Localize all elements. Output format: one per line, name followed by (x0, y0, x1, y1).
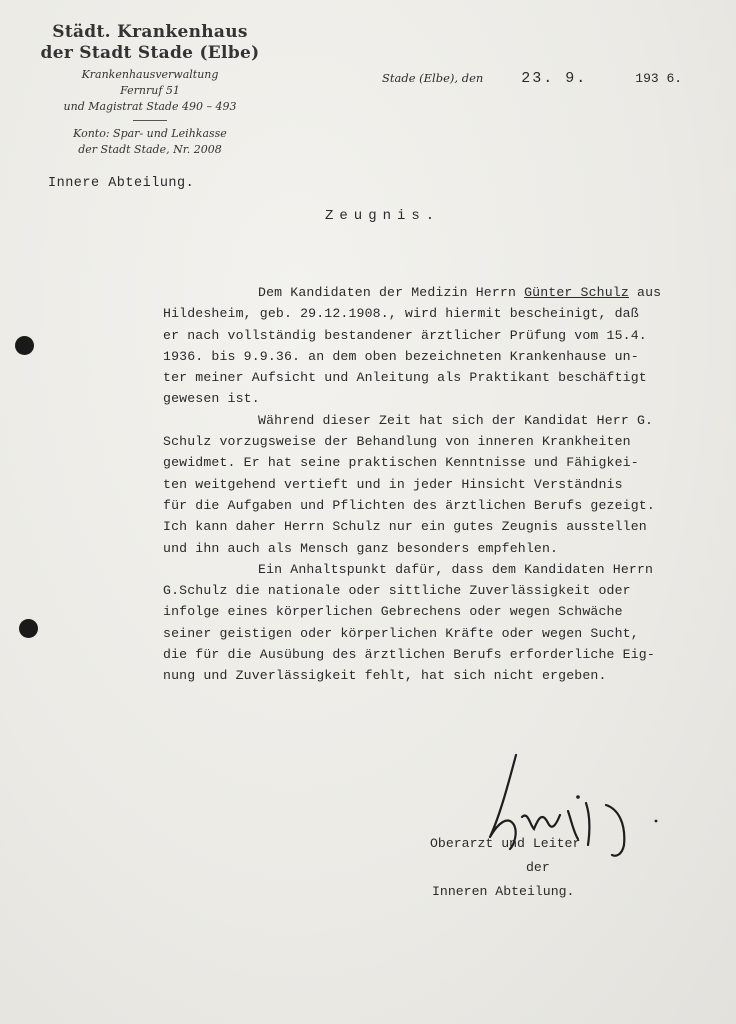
year-value: 193 6. (635, 71, 683, 86)
paragraph-1-line-1a: Dem Kandidaten der Medizin Herrn (258, 285, 525, 300)
paragraph-1 (163, 282, 733, 410)
letterhead-account: Konto: Spar- und Leihkasse (73, 127, 227, 140)
document-title: Zeugnis. (325, 208, 441, 224)
letterhead-divider (133, 120, 167, 121)
paragraph-1-line-4: 1936. bis 9.9.36. an dem oben bezeichneten Krankenhause un- (163, 348, 639, 364)
place-label: Stade (Elbe), den (382, 71, 484, 85)
paragraph-1-line-3: er nach vollständig bestandener ärztlicher Prüfung vom 15.4. (163, 327, 647, 343)
letterhead-magistrat: und Magistrat Stade 490 – 493 (63, 100, 237, 113)
paragraph-2 (163, 410, 733, 559)
letterhead-city: der Stadt Stade (Elbe) (40, 43, 260, 63)
paragraph-1-line-6: gewesen ist. (163, 391, 260, 407)
paragraph-3-line-1: Ein Anhaltspunkt dafür, dass dem Kandidaten Herrn (258, 561, 654, 577)
paragraph-1-line-1b: aus (628, 285, 662, 300)
paragraph-3-line-5: die für die Ausübung des ärztlichen Berufs erforderliche Eig- (163, 647, 655, 663)
paragraph-3-line-3: infolge eines körperlichen Gebrechens oder wegen Schwäche (163, 604, 623, 620)
paragraph-3-line-2: G.Schulz die nationale oder sittliche Zuverlässigkeit oder (163, 583, 631, 599)
paragraph-3-line-6: nung und Zuverlässigkeit fehlt, hat sich nicht ergeben. (163, 668, 607, 684)
paragraph-2-line-6: Ich kann daher Herrn Schulz nur ein gutes Zeugnis ausstellen (163, 519, 647, 535)
paragraph-1-line-5: ter meiner Aufsicht und Anleitung als Praktikant beschäftigt (163, 370, 647, 386)
letterhead-phone: Fernruf 51 (120, 84, 180, 97)
paragraph-3 (163, 559, 733, 687)
date-value: 23. 9. (521, 70, 588, 87)
punch-hole-bottom (19, 619, 38, 638)
paragraph-3-line-4: seiner geistigen oder körperlichen Kräfte oder wegen Sucht, (163, 625, 639, 641)
document-body (163, 282, 733, 687)
signature-block (430, 832, 630, 904)
department-heading: Innere Abteilung. (48, 176, 195, 191)
paragraph-2-line-4: ten weitgehend vertieft und in jeder Hinsicht Verständnis (163, 476, 623, 492)
signatory-title: Oberarzt und Leiter (430, 836, 581, 851)
letterhead-account-number: der Stadt Stade, Nr. 2008 (78, 143, 222, 156)
letterhead-hospital: Städt. Krankenhaus (52, 22, 248, 42)
letterhead (40, 22, 260, 158)
signatory-der: der (526, 860, 550, 875)
candidate-name: Günter Schulz (524, 285, 629, 300)
paragraph-2-line-2: Schulz vorzugsweise der Behandlung von inneren Krankheiten (163, 434, 631, 450)
punch-hole-top (15, 336, 34, 355)
paragraph-2-line-3: gewidmet. Er hat seine praktischen Kenntnisse und Fähigkei- (163, 455, 639, 471)
place-date (382, 70, 682, 87)
letterhead-administration: Krankenhausverwaltung (81, 68, 219, 81)
paragraph-1-line-2: Hildesheim, geb. 29.12.1908., wird hiermit bescheinigt, daß (163, 306, 639, 322)
paragraph-2-line-5: für die Aufgaben und Pflichten des ärztlichen Berufs gezeigt. (163, 497, 655, 513)
paragraph-2-line-1: Während dieser Zeit hat sich der Kandidat Herr G. (258, 412, 654, 428)
paragraph-2-line-7: und ihn auch als Mensch ganz besonders empfehlen. (163, 540, 559, 556)
signatory-department: Inneren Abteilung. (432, 884, 575, 899)
